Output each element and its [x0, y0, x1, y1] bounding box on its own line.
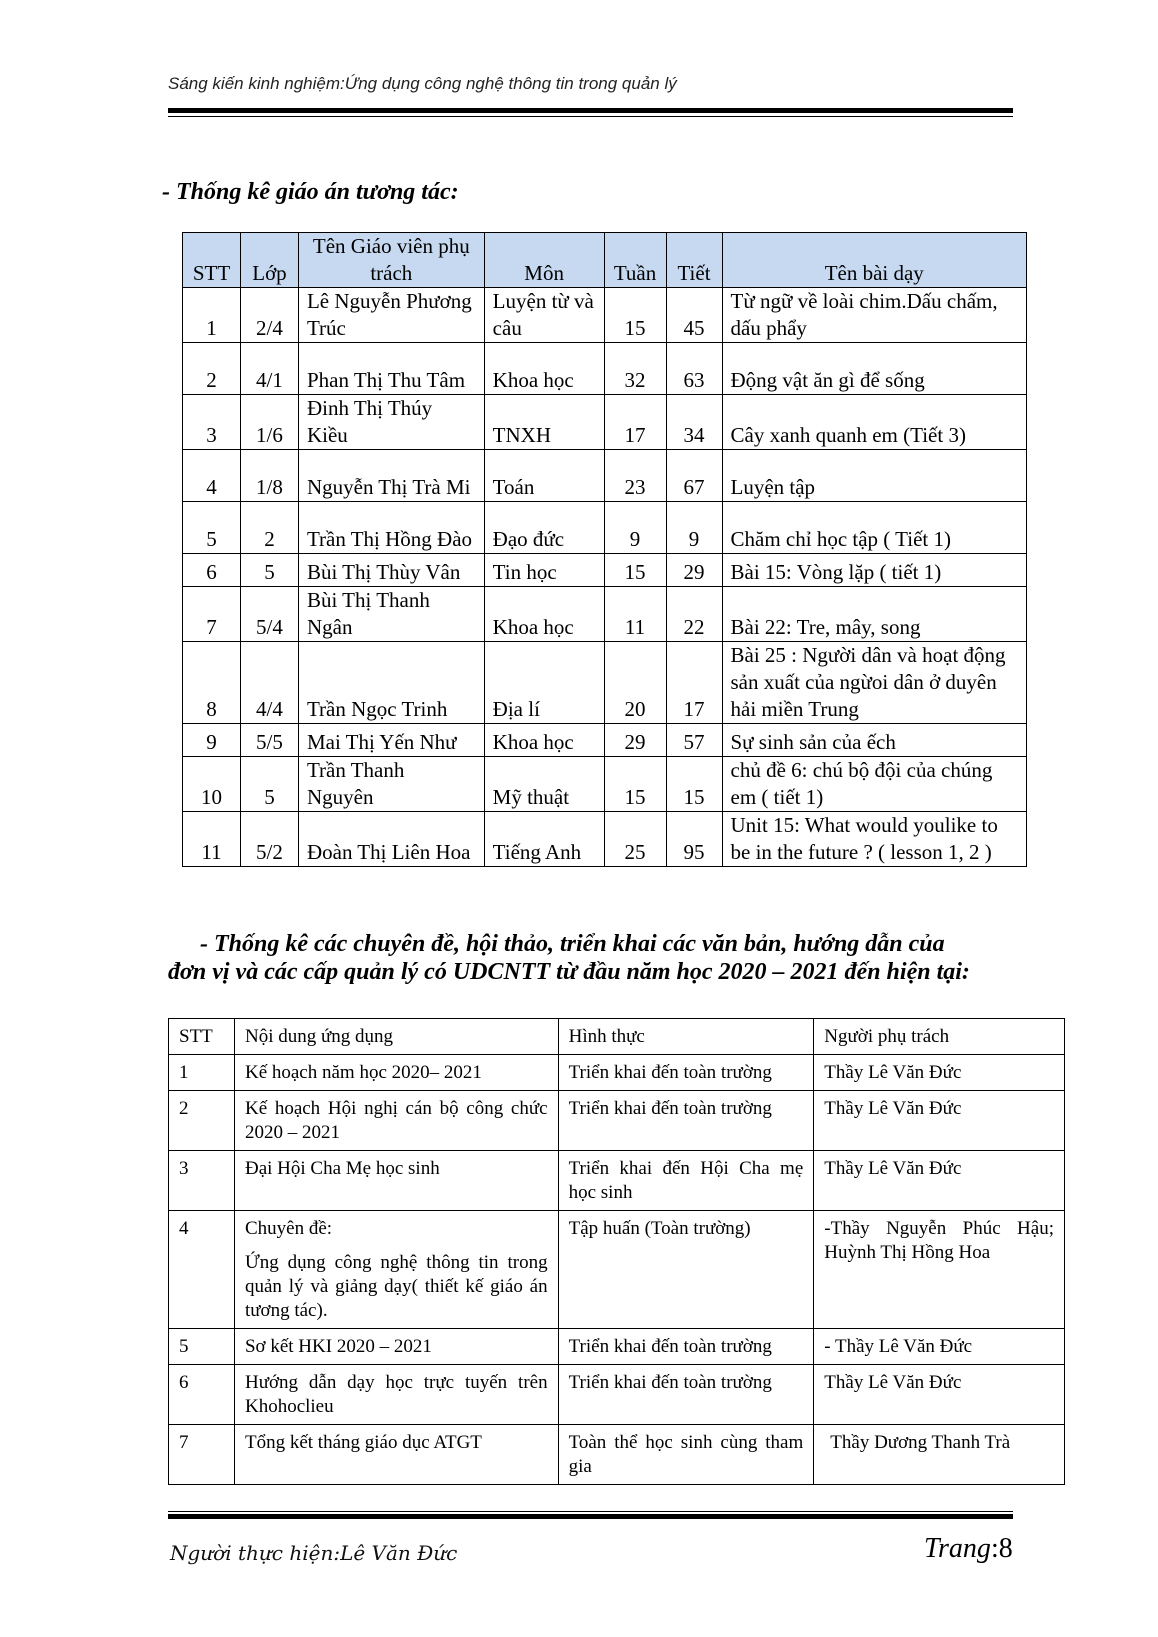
cell-teacher: Trần Ngọc Trinh: [298, 642, 484, 724]
cell-content: Sơ kết HKI 2020 – 2021: [234, 1329, 558, 1365]
section1-title: - Thống kê giáo án tương tác:: [162, 179, 459, 205]
cell-content: [234, 1211, 558, 1329]
col-week: Tuần: [604, 233, 666, 288]
page-header-title: Sáng kiến kinh nghiệm:Ứng dụng công nghệ thông tin trong quản lý: [168, 74, 677, 93]
page-number-label: [924, 1533, 1013, 1565]
cell-stt: 5: [169, 1329, 235, 1365]
section2-title-line2: đơn vị và các cấp quản lý có UDCNTT từ đầu năm học 2020 – 2021 đến hiện tại:: [168, 959, 970, 985]
col-lesson: Tên bài dạy: [722, 233, 1027, 288]
section2-title-line1: - Thống kê các chuyên đề, hội thảo, triển khai các văn bản, hướng dẫn của: [200, 931, 945, 957]
cell-period: 22: [666, 587, 722, 642]
cell-person: Thầy Lê Văn Đức: [814, 1055, 1065, 1091]
col-form: Hình thực: [558, 1019, 814, 1055]
header-rule-thin: [168, 116, 1013, 117]
table-row: [183, 450, 1027, 502]
cell-stt: 5: [183, 502, 241, 554]
table-row: [183, 587, 1027, 642]
cell-content-detail: Ứng dụng công nghệ thông tin trong quản lý và giảng dạy( thiết kế giáo án tương tác).: [244, 1252, 548, 1321]
cell-teacher: Đinh Thị Thúy Kiều: [298, 395, 484, 450]
cell-subject: Toán: [484, 450, 604, 502]
cell-form: Triển khai đến Hội Cha mẹ học sinh: [558, 1151, 814, 1211]
footer-rule-thin: [168, 1511, 1013, 1512]
cell-person: Thầy Lê Văn Đức: [814, 1365, 1065, 1425]
cell-period: 63: [666, 343, 722, 395]
cell-class: 1/6: [240, 395, 298, 450]
cell-lesson: Bài 15: Vòng lặp ( tiết 1): [722, 554, 1027, 587]
cell-stt: 3: [169, 1151, 235, 1211]
cell-form: Triển khai đến toàn trường: [558, 1091, 814, 1151]
cell-stt: 7: [169, 1425, 235, 1485]
cell-subject: TNXH: [484, 395, 604, 450]
cell-stt: 4: [183, 450, 241, 502]
page-number: 8: [998, 1533, 1013, 1564]
cell-person: Thầy Dương Thanh Trà: [814, 1425, 1065, 1485]
cell-lesson: Động vật ăn gì để sống: [722, 343, 1027, 395]
cell-lesson: Sự sinh sản của ếch: [722, 724, 1027, 757]
cell-stt: 8: [183, 642, 241, 724]
col-teacher: Tên Giáo viên phụ trách: [298, 233, 484, 288]
cell-stt: 9: [183, 724, 241, 757]
cell-week: 32: [604, 343, 666, 395]
cell-class: 2: [240, 502, 298, 554]
col-person: Người phụ trách: [814, 1019, 1065, 1055]
cell-stt: 6: [183, 554, 241, 587]
header-rule-thick: [168, 108, 1013, 113]
cell-teacher: Trần Thanh Nguyên: [298, 757, 484, 812]
table-row: [169, 1365, 1065, 1425]
table-row: [169, 1425, 1065, 1485]
cell-subject: Đạo đức: [484, 502, 604, 554]
table-row: [169, 1151, 1065, 1211]
footer-rule-thick: [168, 1514, 1013, 1519]
cell-stt: 4: [169, 1211, 235, 1329]
cell-class: 1/8: [240, 450, 298, 502]
cell-subject: Khoa học: [484, 343, 604, 395]
cell-form: Triển khai đến toàn trường: [558, 1329, 814, 1365]
cell-teacher: Bùi Thị Thanh Ngân: [298, 587, 484, 642]
cell-class: 2/4: [240, 288, 298, 343]
col-stt: STT: [169, 1019, 235, 1055]
cell-class: 5/4: [240, 587, 298, 642]
table-row: [183, 642, 1027, 724]
cell-week: 15: [604, 288, 666, 343]
table-row: [169, 1055, 1065, 1091]
cell-week: 29: [604, 724, 666, 757]
table-row: [169, 1329, 1065, 1365]
cell-week: 9: [604, 502, 666, 554]
table-row: [183, 343, 1027, 395]
cell-stt: 2: [183, 343, 241, 395]
cell-class: 5/2: [240, 812, 298, 867]
cell-stt: 2: [169, 1091, 235, 1151]
cell-stt: 6: [169, 1365, 235, 1425]
table-header-row: [183, 233, 1027, 288]
cell-lesson: Unit 15: What would youlike to be in the future ? ( lesson 1, 2 ): [722, 812, 1027, 867]
cell-subject: Tin học: [484, 554, 604, 587]
cell-stt: 1: [183, 288, 241, 343]
cell-period: 17: [666, 642, 722, 724]
cell-lesson: chủ đề 6: chú bộ đội của chúng em ( tiết 1): [722, 757, 1027, 812]
cell-content: Đại Hội Cha Mẹ học sinh: [234, 1151, 558, 1211]
cell-content: Kế hoạch Hội nghị cán bộ công chức 2020 – 2021: [234, 1091, 558, 1151]
cell-form: Tập huấn (Toàn trường): [558, 1211, 814, 1329]
cell-class: 4/4: [240, 642, 298, 724]
cell-teacher: Bùi Thị Thùy Vân: [298, 554, 484, 587]
application-table: [168, 1018, 1065, 1485]
table-row: [183, 395, 1027, 450]
cell-content: Kế hoạch năm học 2020– 2021: [234, 1055, 558, 1091]
cell-stt: 3: [183, 395, 241, 450]
cell-content: Hướng dẫn dạy học trực tuyến trên Khohoclieu: [234, 1365, 558, 1425]
footer-signature: Người thực hiện:Lê Văn Đức: [170, 1541, 458, 1565]
table-row: [183, 502, 1027, 554]
table-row: [183, 812, 1027, 867]
cell-form: Triển khai đến toàn trường: [558, 1365, 814, 1425]
cell-teacher: Trần Thị Hồng Đào: [298, 502, 484, 554]
cell-period: 15: [666, 757, 722, 812]
cell-week: 20: [604, 642, 666, 724]
cell-lesson: Bài 22: Tre, mây, song: [722, 587, 1027, 642]
cell-teacher: Mai Thị Yến Như: [298, 724, 484, 757]
cell-stt: 7: [183, 587, 241, 642]
cell-lesson: Luyện tập: [722, 450, 1027, 502]
col-subject: Môn: [484, 233, 604, 288]
lesson-plan-table: [182, 232, 1027, 867]
cell-content-heading: Chuyên đề:: [244, 1218, 333, 1239]
cell-period: 29: [666, 554, 722, 587]
cell-period: 9: [666, 502, 722, 554]
page-colon: :: [990, 1533, 999, 1564]
cell-subject: Luyện từ và câu: [484, 288, 604, 343]
cell-person: - Thầy Lê Văn Đức: [814, 1329, 1065, 1365]
cell-form: Toàn thể học sinh cùng tham gia: [558, 1425, 814, 1485]
table-row: [183, 554, 1027, 587]
cell-week: 25: [604, 812, 666, 867]
cell-person: -Thầy Nguyễn Phúc Hậu; Huỳnh Thị Hồng Hoa: [814, 1211, 1065, 1329]
cell-content: Tổng kết tháng giáo dục ATGT: [234, 1425, 558, 1485]
col-stt: STT: [183, 233, 241, 288]
cell-teacher: Nguyễn Thị Trà Mi: [298, 450, 484, 502]
table-row: [169, 1211, 1065, 1329]
col-lop: Lớp: [240, 233, 298, 288]
cell-subject: Khoa học: [484, 724, 604, 757]
cell-teacher: Đoàn Thị Liên Hoa: [298, 812, 484, 867]
cell-class: 5: [240, 757, 298, 812]
cell-person: Thầy Lê Văn Đức: [814, 1151, 1065, 1211]
cell-period: 45: [666, 288, 722, 343]
col-period: Tiết: [666, 233, 722, 288]
cell-lesson: Từ ngữ về loài chim.Dấu chấm, dấu phẩy: [722, 288, 1027, 343]
table-row: [183, 724, 1027, 757]
cell-lesson: Bài 25 : Người dân và hoạt động sản xuất của ngừoi dân ở duyên hải miền Trung: [722, 642, 1027, 724]
table-row: [183, 757, 1027, 812]
cell-teacher: Phan Thị Thu Tâm: [298, 343, 484, 395]
col-content: Nội dung ứng dụng: [234, 1019, 558, 1055]
cell-period: 34: [666, 395, 722, 450]
cell-period: 95: [666, 812, 722, 867]
cell-class: 5: [240, 554, 298, 587]
cell-week: 11: [604, 587, 666, 642]
cell-week: 15: [604, 554, 666, 587]
cell-week: 23: [604, 450, 666, 502]
cell-form: Triển khai đến toàn trường: [558, 1055, 814, 1091]
cell-subject: Tiếng Anh: [484, 812, 604, 867]
cell-stt: 10: [183, 757, 241, 812]
cell-subject: Khoa học: [484, 587, 604, 642]
cell-class: 5/5: [240, 724, 298, 757]
table-row: [169, 1091, 1065, 1151]
cell-lesson: Cây xanh quanh em (Tiết 3): [722, 395, 1027, 450]
cell-week: 15: [604, 757, 666, 812]
page-label-text: Trang: [924, 1533, 991, 1564]
cell-teacher: Lê Nguyễn Phương Trúc: [298, 288, 484, 343]
cell-subject: Địa lí: [484, 642, 604, 724]
cell-period: 57: [666, 724, 722, 757]
cell-week: 17: [604, 395, 666, 450]
table-header-row: [169, 1019, 1065, 1055]
cell-stt: 11: [183, 812, 241, 867]
cell-period: 67: [666, 450, 722, 502]
cell-class: 4/1: [240, 343, 298, 395]
table-row: [183, 288, 1027, 343]
cell-person: Thầy Lê Văn Đức: [814, 1091, 1065, 1151]
cell-lesson: Chăm chỉ học tập ( Tiết 1): [722, 502, 1027, 554]
cell-stt: 1: [169, 1055, 235, 1091]
cell-subject: Mỹ thuật: [484, 757, 604, 812]
